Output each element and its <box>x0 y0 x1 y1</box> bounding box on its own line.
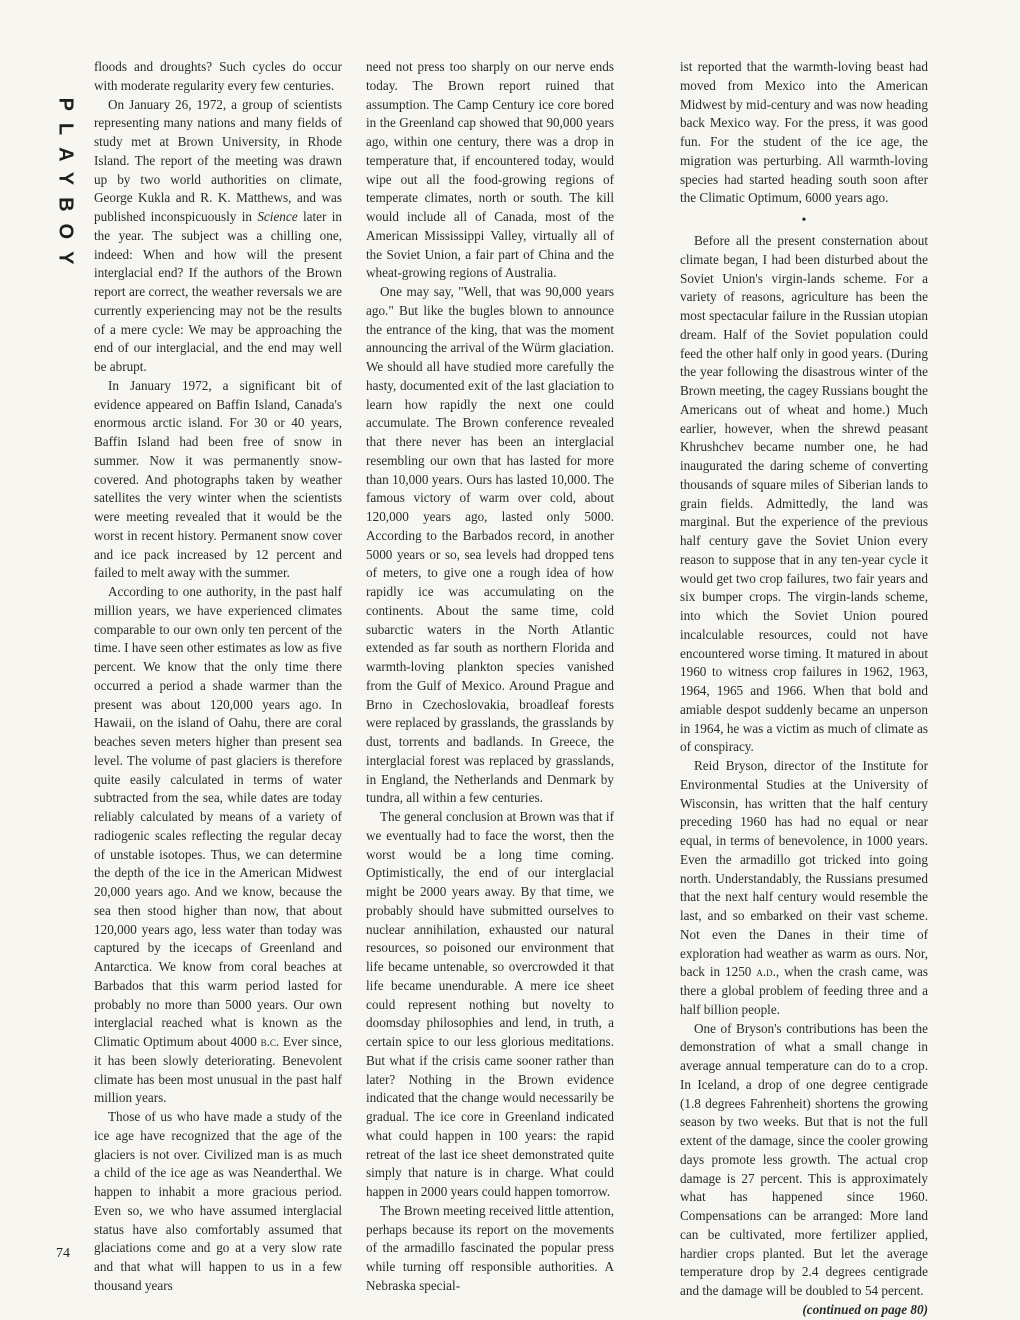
paragraph: floods and droughts? Such cycles do occur with moderate regularity every few centuries. <box>94 59 342 93</box>
article-column-3 <box>680 58 928 1320</box>
paragraph: The general conclusion at Brown was that if we eventually had to face the worst, then the worst would be a long time coming. Optimistically, the end of our interglacial might be 2000 years away. By that time, we probably should have submitted ourselves to nuclear annihilation, exhausted our natural resources, so poisoned our environment that life became untenable, so overcrowded it that life became unendurable. A mere ice sheet could represent nothing but novelty to doomsday philosophies and lend, in truth, a certain spice to our less glorious meditations. But what if the crisis came sooner rather than later? Nothing in the Brown evidence indicated that the change would necessarily be gradual. The ice core in Greenland indicated what could happen in 100 years: the rapid retreat of the last ice sheet demonstrated quite simply that nature is in charge. What could happen in 2000 years could happen tomorrow. <box>366 809 614 1199</box>
article-column-1 <box>94 58 342 1296</box>
publication-title: Science <box>257 209 298 224</box>
paragraph: One may say, "Well, that was 90,000 years ago." But like the bugles blown to announce the entrance of the king, that was the moment announcing the arrival of the Würm glaciation. We should all have studied more carefully the hasty, documented exit of the last glaciation to learn how rapidly the next one could accumulate. The Brown conference revealed that there never has been an interglacial resembling our own that has lasted for more than 10,000 years. Ours has lasted 10,000. The famous victory of warm over cold, about 120,000 years ago, lasted only 5000. According to the Barbados record, in another 5000 years or so, sea levels had dropped tens of meters, to give one a rough idea of how rapidly ice was accumulating on the continents. About the same time, cold subarctic waters in the North Atlantic extended as far south as northern Florida and warmth-loving plankton species vanished from the Gulf of Mexico. Around Prague and Brno in Czechoslovakia, broadleaf forests were replaced by grasslands, the grasslands by dust, torrents and badlands. In Greece, the interglacial forest was replaced by grasslands, in England, the Netherlands and Denmark by tundra, all within a few centuries. <box>366 284 614 806</box>
paragraph: According to one authority, in the past half million years, we have experienced climates comparable to our own only ten percent of the time. I have seen other estimates as low as five percent. We know that the only time there occurred a period a shade warmer than the present was about 120,000 years ago. In Hawaii, on the island of Oahu, there are coral beaches seven meters higher than present sea level. The volume of past glaciers is therefore quite easily calculated in terms of water subtracted from the sea, while dates are today reliably calculated by means of a variety of radiogenic scales reflecting the regular decay of unstable isotopes. Thus, we can determine the depth of the ice in the American Midwest 20,000 years ago. And we know, because the sea then stood higher than now, that about 120,000 years ago, less water than today was captured by the icecaps of Greenland and Antarctica. We know from coral beaches at Barbados that this warm period lasted for probably no more than 5000 years. Our own interglacial reached what is known as the Climatic Optimum about 4000 b.c. Ever since, it has been slowly deteriorating. Benevolent climate has been most unusual in the past half million years. <box>94 584 342 1106</box>
magazine-side-label <box>52 62 78 312</box>
paragraph: One of Bryson's contributions has been the demonstration of what a small change in average annual temperature can do to a crop. In Iceland, a drop of one degree centigrade (1.8 degrees Fahrenheit) shortens the growing season by two weeks. But that is not the full extent of the damage, since the cooler growing days promote less growth. The actual crop damage is 27 percent. This is approximately what has happened since 1960. Compensations can be arranged: More land can be cultivated, more fertilizer applied, hardier crops planted. But let the average temperature drop by 2.4 degrees centigrade and the damage will be doubled to 54 percent. <box>680 1020 928 1298</box>
section-separator: • <box>801 213 807 228</box>
paragraph: On January 26, 1972, a group of scientists representing many nations and many fields of study met at Brown University, in Rhode Island. The report of the meeting was drawn up by two world authorities on climate, George Kukla and R. K. Matthews, and was published inconspicuously in Science later in the year. The subject was a chilling one, indeed: When and how will the present interglacial end? If the authors of the Brown report are correct, the weather reversals we are currently experiencing may not be the results of a mere cycle: We may be approaching the end of our interglacial, and the end may well be abrupt. <box>94 96 342 374</box>
magazine-name: PLAYBOY <box>54 97 77 277</box>
paragraph: Reid Bryson, director of the Institute for Environmental Studies at the University of Wisconsin, has written that the half century preceding 1960 has had no equal or near equal, in terms of benevolence, in 1000 years. Even the armadillo got tricked into going north. Understandably, the Russians presumed that the next half century would resemble the last, and so embarked on their vast scheme. Not even the Danes in their time of exploration had weather as warm as ours. Nor, back in 1250 a.d., when the crash came, was there a global problem of feeding three and a half billion people. <box>680 758 928 1017</box>
continued-link[interactable]: (continued on page 80) <box>802 1301 928 1317</box>
page-number: 74 <box>56 1246 70 1261</box>
paragraph: Before all the present consternation about climate began, I had been disturbed about the Soviet Union's virgin-lands scheme. For a variety of reasons, agriculture has been the most spectacular failure in the Russian utopian dream. Half of the Soviet population could feed the other half only in good years. (During the year following the disastrous winter of the Brown meeting, the cagey Russians bought the Americans out of wheat and home.) Much earlier, however, when the shrewd peasant Khrushchev became number one, he had inaugurated the daring scheme of converting thousands of square miles of Siberian lands to grain fields. Admittedly, the land was marginal. But the experience of the previous half century gave the Soviet Union every reason to suppose that in any ten-year cycle it would get two crop failures, two fair years and six bumper crops. The virgin-lands scheme, into which the Soviet Union poured incalculable resources, could not have encountered worse timing. It matured in about 1960 to witness crop failures in 1962, 1963, 1964, 1965 and 1966. When that bold and amiable despot suddenly became an unperson in 1964, he was a victim as much of climate as of conspiracy. <box>680 233 928 755</box>
paragraph: need not press too sharply on our nerve ends today. The Brown report ruined that assumption. The Camp Century ice core bored in the Greenland cap showed that 90,000 years ago, within one century, there was a drop in temperature that, if encountered today, would wipe out all the food-growing regions of temperate climates, north or south. The kill would include all of Canada, most of the American Mississippi Valley, virtually all of the Soviet Union, a fair part of China and the wheat-growing regions of Australia. <box>366 59 614 281</box>
article-column-2 <box>366 58 614 1296</box>
paragraph: Those of us who have made a study of the ice age have recognized that the age of the glaciers is not over. Civilized man is as much a child of the ice age as was Neanderthal. We happen to inhabit a more gracious period. Even so, we who have assumed interglacial status have also comfortably assumed that glaciations come and go at a very slow rate and that what will happen to us in a few thousand years <box>94 1109 342 1293</box>
paragraph: ist reported that the warmth-loving beast had moved from Mexico into the American Midwest by mid-century and was now heading back Mexico way. For the press, it was good fun. For the student of the ice age, the migration was perturbing. All warmth-loving species had started heading south soon after the Climatic Optimum, 6000 years ago. <box>680 59 928 206</box>
paragraph: In January 1972, a significant bit of evidence appeared on Baffin Island, Canada's enormous arctic island. For 30 or 40 years, Baffin Island had been free of snow in summer. Now it was permanently snow-covered. And photographs taken by weather satellites the very winter when the scientists were meeting revealed that it would be the worst in recent history. Permanent snow cover and ice pack increased by 12 percent and failed to melt away with the summer. <box>94 377 342 581</box>
paragraph: The Brown meeting received little attention, perhaps because its report on the movements of the armadillo fascinated the popular press while turning off responsible authorities. A Nebraska special- <box>366 1202 614 1293</box>
